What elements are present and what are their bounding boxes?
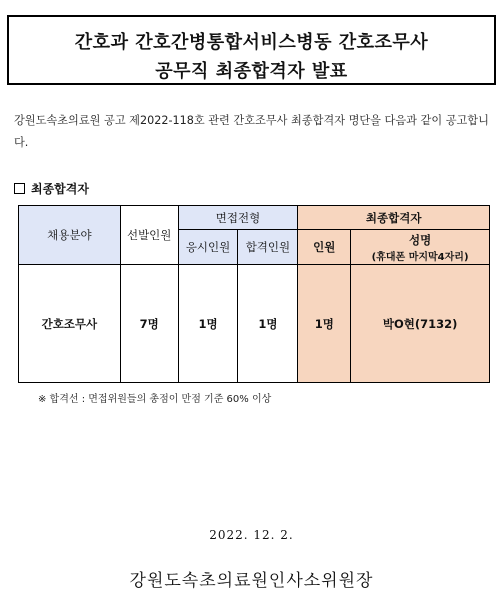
- header-interview-group: 면접전형: [178, 206, 298, 230]
- header-name-cell: [351, 230, 490, 265]
- header-field: 채용분야: [19, 206, 121, 265]
- header-count: 인원: [298, 230, 351, 265]
- cell-count: 1명: [298, 265, 351, 383]
- header-planned: 선발인원: [120, 206, 178, 265]
- table-row: [19, 265, 490, 383]
- notice-text: 강원도속초의료원 공고 제2022-118호 관련 간호조무사 최종합격자 명단을 다음과 같이 공고합니다.: [14, 114, 489, 149]
- title-line-2: 공무직 최종합격자 발표: [155, 61, 348, 82]
- title-line-1: 간호과 간호간병통합서비스병동 간호조무사: [74, 32, 429, 53]
- header-name: 성명: [409, 232, 432, 247]
- signer: 강원도속초의료원인사소위원장: [129, 571, 374, 591]
- date: 2022. 12. 2.: [209, 528, 294, 542]
- checkbox-icon: [14, 183, 25, 194]
- section-heading: [14, 180, 89, 197]
- header-applicants: 응시인원: [178, 230, 238, 265]
- footnote: ※ 합격선 : 면접위원들의 총점이 만점 기준 60% 이상: [38, 394, 272, 405]
- title-box: [7, 15, 496, 85]
- header-name-note: (휴대폰 마지막4자리): [371, 251, 469, 263]
- section-label: 최종합격자: [31, 182, 89, 196]
- header-final-group: 최종합격자: [298, 206, 490, 230]
- results-table: [18, 205, 490, 383]
- cell-name: 박O현(7132): [351, 265, 490, 383]
- cell-planned: 7명: [120, 265, 178, 383]
- cell-passers: 1명: [238, 265, 298, 383]
- cell-field: 간호조무사: [19, 265, 121, 383]
- cell-applicants: 1명: [178, 265, 238, 383]
- header-passers: 합격인원: [238, 230, 298, 265]
